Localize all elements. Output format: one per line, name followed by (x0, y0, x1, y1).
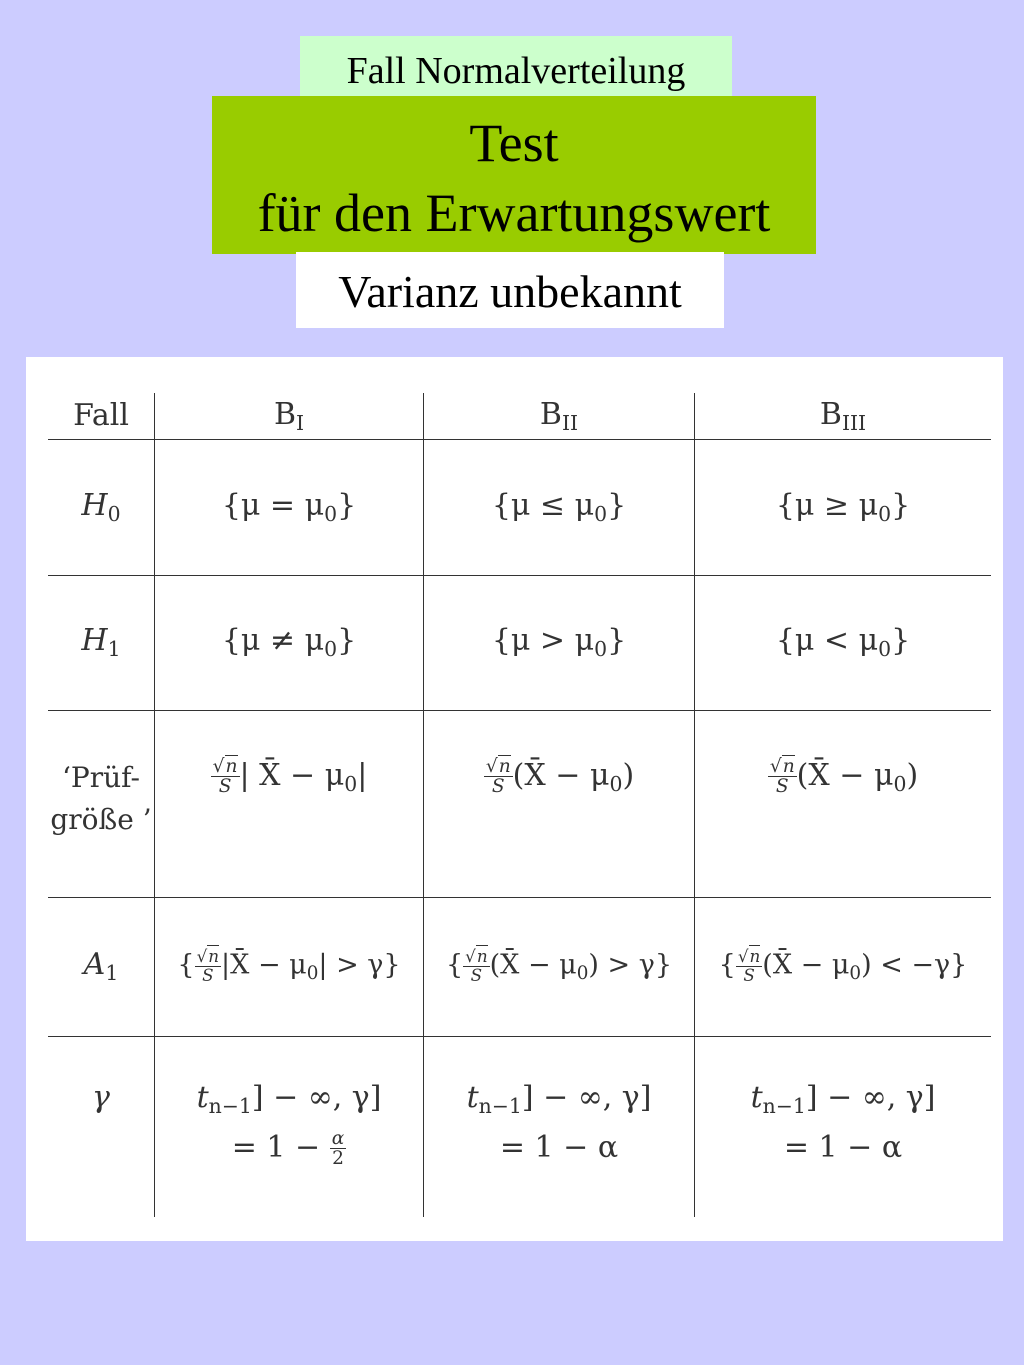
row-label-h1: $H_1$ (48, 575, 155, 710)
title-line-2: für den Erwartungswert (257, 183, 771, 243)
table-row-h1 (48, 575, 991, 710)
cell-a1-b2: { $\frac{√n}{S}$ (X̄ − $\mu_0) > \gamma$} (424, 897, 695, 1036)
cell-statistic-b1: $\frac{√n}{S}$ | X̄ − $\mu_0|$ (155, 710, 424, 897)
row-label-a1: $A_1$ (48, 897, 155, 1036)
cell-gamma-b3: $t_{n-1}$] − ∞, γ] = 1 − α (695, 1036, 992, 1217)
title-line-1: Test (469, 113, 559, 173)
header-fall: Fall (73, 398, 129, 434)
row-label-h0: $H_0$ (48, 439, 155, 575)
cell-gamma-b1: $t_{n-1}$] − ∞, γ] = 1 − $\frac{\alpha}{2}$ (155, 1036, 424, 1217)
slide-title (212, 96, 816, 254)
cell-h0-b2: $\{\mu \le \mu_0\}$ (424, 439, 695, 575)
slide-subtitle: Varianz unbekannt (296, 252, 724, 328)
table-row-gamma (48, 1036, 991, 1217)
table-header-row (48, 393, 991, 439)
table-row-a1 (48, 897, 991, 1036)
cell-statistic-b2: $\frac{√n}{S}$ (X̄ − $\mu_0$) (424, 710, 695, 897)
cell-h1-b1: $\{\mu \ne \mu_0\}$ (155, 575, 424, 710)
cell-h1-b2: $\{\mu > \mu_0\}$ (424, 575, 695, 710)
cell-statistic-b3: $\frac{√n}{S}$ (X̄ − $\mu_0$) (695, 710, 992, 897)
cell-gamma-b2: $t_{n-1}$] − ∞, γ] = 1 − α (424, 1036, 695, 1217)
cell-h1-b3: $\{\mu < \mu_0\}$ (695, 575, 992, 710)
cell-a1-b3: { $\frac{√n}{S}$ (X̄ − $\mu_0) < -\gamma$} (695, 897, 992, 1036)
table-row-h0 (48, 439, 991, 575)
test-table (48, 393, 991, 1217)
header-b1: $B_I$ (155, 393, 424, 439)
header-b3: $B_{III}$ (695, 393, 992, 439)
table-panel (26, 357, 1003, 1241)
row-label-gamma: γ (48, 1036, 155, 1217)
cell-h0-b1: $\{\mu = \mu_0\}$ (155, 439, 424, 575)
table-row-test-statistic (48, 710, 991, 897)
row-label-test-statistic: ‘Prüf- größe ’ (48, 710, 155, 897)
cell-a1-b1: { $\frac{√n}{S}$ |X̄ − $\mu_0| > \gamma$} (155, 897, 424, 1036)
cell-h0-b3: $\{\mu \ge \mu_0\}$ (695, 439, 992, 575)
header-b2: $B_{II}$ (424, 393, 695, 439)
header-tag: Fall Normalverteilung (300, 36, 732, 103)
